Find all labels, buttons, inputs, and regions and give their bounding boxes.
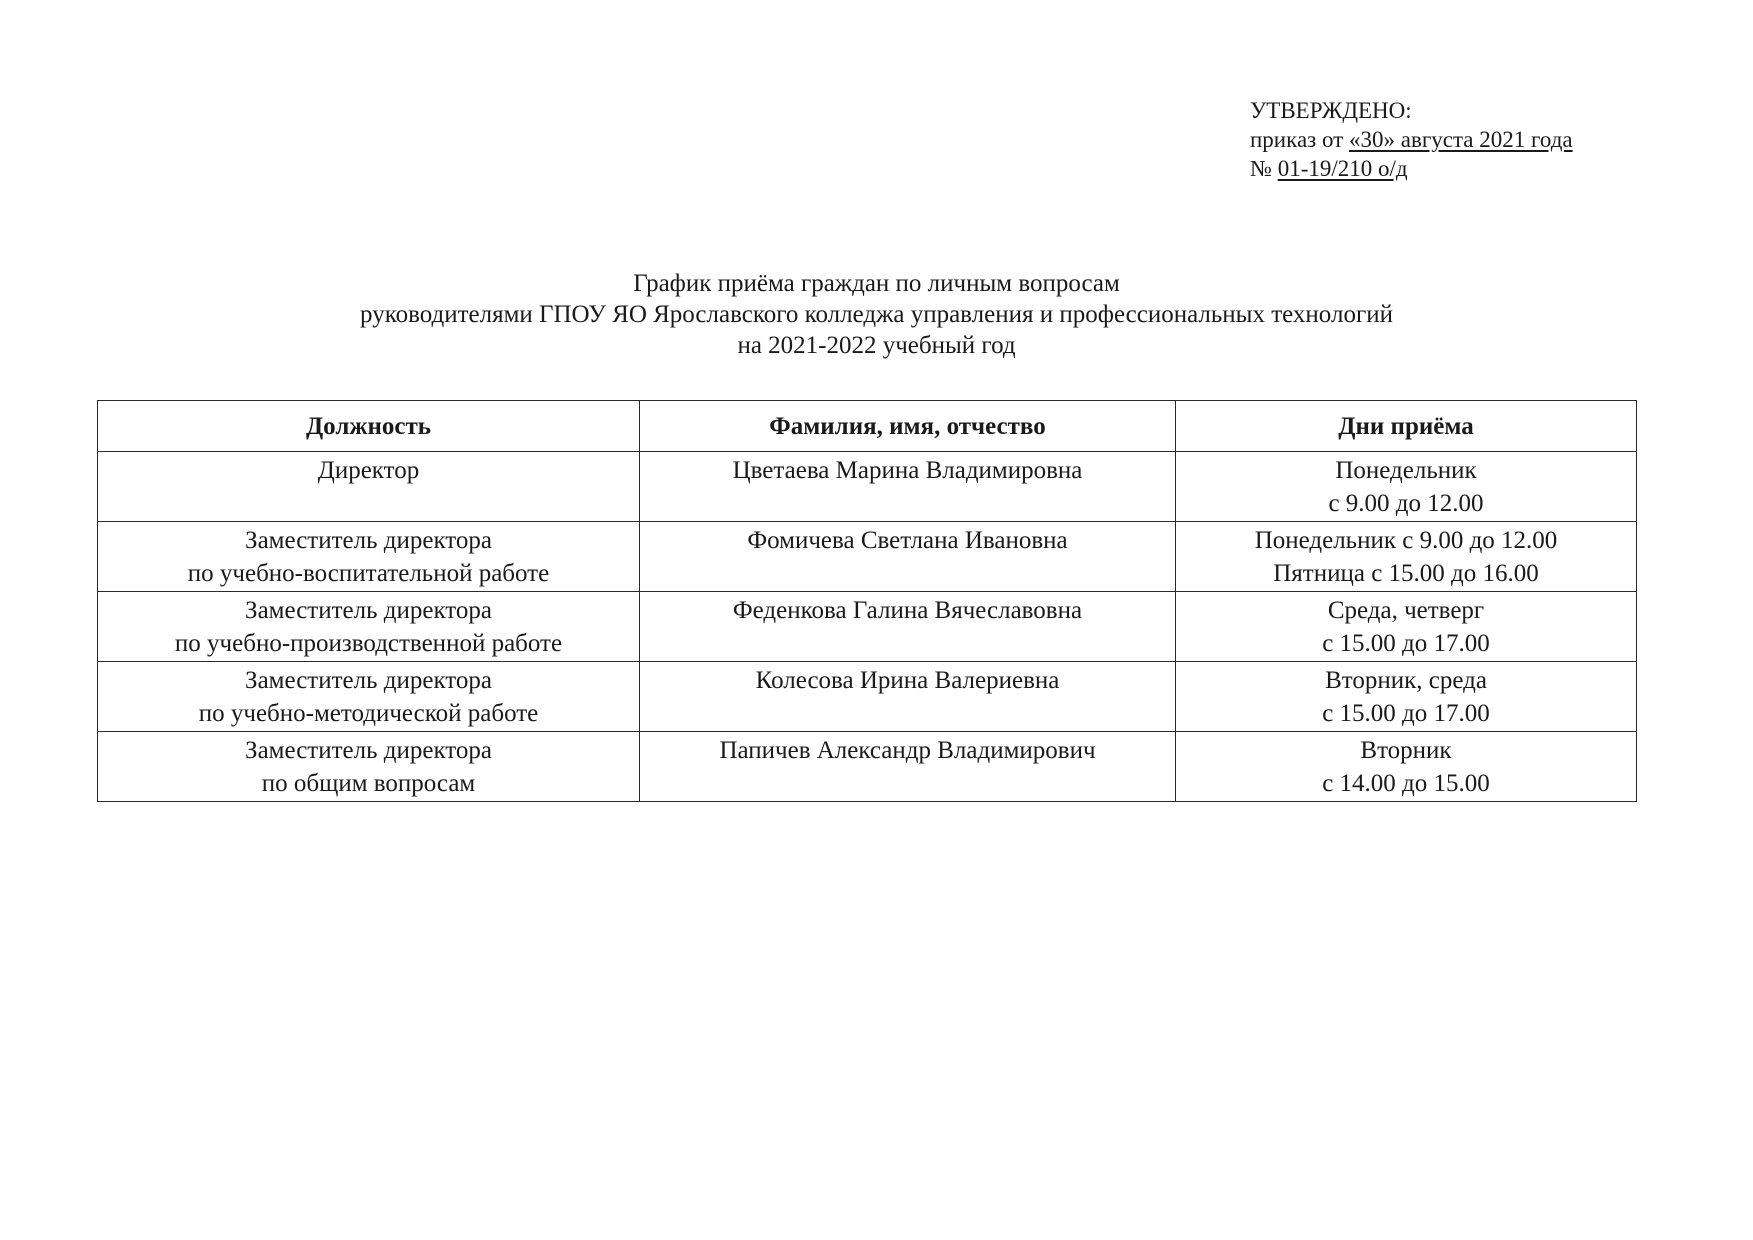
title-line-2: руководителями ГПОУ ЯО Ярославского колледжа управления и профессиональных технологий — [360, 301, 1393, 328]
days-cell — [1176, 522, 1637, 592]
days-line: с 15.00 до 17.00 — [1322, 700, 1490, 727]
position-cell — [98, 592, 640, 662]
position-line: по общим вопросам — [261, 770, 476, 797]
document-title — [0, 268, 1753, 361]
table-header-row — [98, 401, 1637, 452]
position-cell — [98, 522, 640, 592]
table-row — [98, 592, 1637, 662]
person-name: Цветаева Марина Владимировна — [732, 457, 1083, 484]
title-line-3: на 2021-2022 учебный год — [737, 332, 1016, 359]
approval-order-line — [1250, 125, 1573, 154]
table-row — [98, 522, 1637, 592]
title-line-1: График приёма граждан по личным вопросам — [633, 270, 1120, 297]
table-row — [98, 732, 1637, 802]
position-line: по учебно-производственной работе — [174, 630, 563, 657]
name-cell — [640, 592, 1176, 662]
table-row — [98, 452, 1637, 522]
order-number: 01-19/210 о/д — [1277, 156, 1408, 181]
person-name: Феденкова Галина Вячеславовна — [732, 597, 1083, 624]
position-cell — [98, 452, 640, 522]
approval-heading: УТВЕРЖДЕНО: — [1250, 98, 1412, 123]
days-cell — [1176, 452, 1637, 522]
position-line: Директор — [317, 457, 420, 484]
days-line: с 9.00 до 12.00 — [1328, 490, 1484, 517]
days-line: Вторник, среда — [1325, 667, 1487, 694]
position-line: по учебно-воспитательной работе — [187, 560, 550, 587]
days-line: Понедельник — [1335, 457, 1477, 484]
header-days: Дни приёма — [1176, 401, 1637, 452]
header-name: Фамилия, имя, отчество — [640, 401, 1176, 452]
approval-number-line — [1250, 154, 1573, 183]
days-line: Среда, четверг — [1327, 597, 1485, 624]
days-cell — [1176, 732, 1637, 802]
header-position: Должность — [98, 401, 640, 452]
position-line: Заместитель директора — [245, 527, 492, 554]
position-line: Заместитель директора — [245, 667, 492, 694]
name-cell — [640, 522, 1176, 592]
table-row — [98, 662, 1637, 732]
name-cell — [640, 452, 1176, 522]
name-cell — [640, 732, 1176, 802]
position-line: по учебно-методической работе — [198, 700, 539, 727]
name-cell — [640, 662, 1176, 732]
person-name: Фомичева Светлана Ивановна — [747, 527, 1068, 554]
position-line: Заместитель директора — [245, 597, 492, 624]
days-line: Понедельник с 9.00 до 12.00 — [1254, 527, 1558, 554]
days-line: Вторник — [1360, 737, 1452, 764]
position-line: Заместитель директора — [245, 737, 492, 764]
order-prefix: приказ от — [1250, 127, 1349, 152]
schedule-table — [97, 400, 1637, 802]
days-line: с 14.00 до 15.00 — [1322, 770, 1490, 797]
order-date: «30» августа 2021 года — [1349, 127, 1573, 152]
days-line: с 15.00 до 17.00 — [1322, 630, 1490, 657]
number-prefix: № — [1250, 156, 1278, 181]
days-line: Пятница с 15.00 до 16.00 — [1273, 560, 1539, 587]
position-cell — [98, 732, 640, 802]
position-cell — [98, 662, 640, 732]
days-cell — [1176, 592, 1637, 662]
person-name: Колесова Ирина Валериевна — [755, 667, 1060, 694]
person-name: Папичев Александр Владимирович — [719, 737, 1096, 764]
days-cell — [1176, 662, 1637, 732]
approval-block — [1250, 96, 1573, 183]
